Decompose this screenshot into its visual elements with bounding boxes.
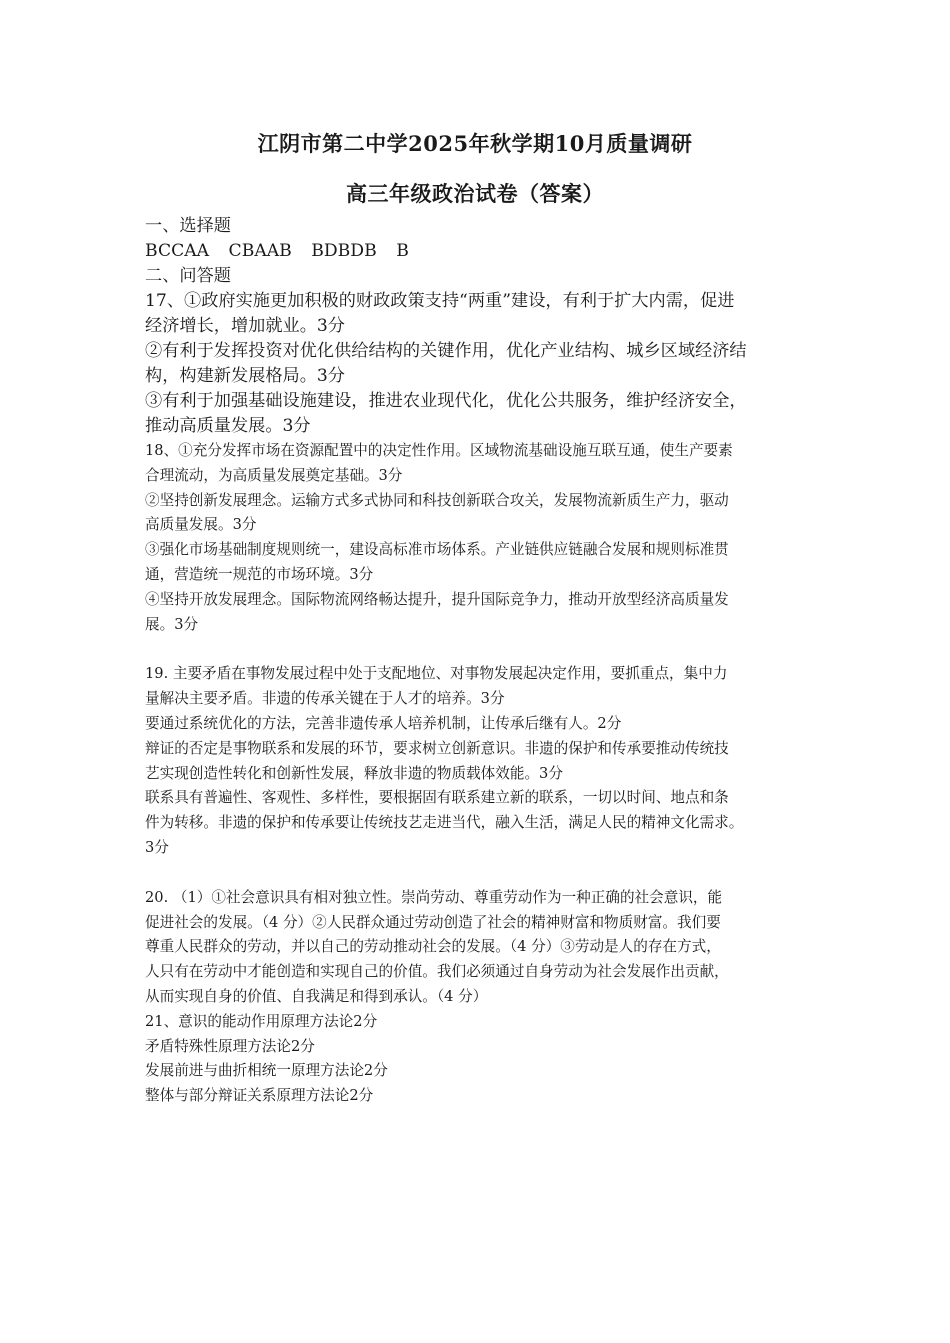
section-heading-qa: 二、问答题	[145, 266, 231, 286]
answer-line: ②有利于发挥投资对优化供给结构的关键作用，优化产业结构、城乡区域经济结	[145, 341, 747, 361]
answer-line: 辩证的否定是事物联系和发展的环节，要求树立创新意识。非遗的保护和传承要推动传统技	[145, 739, 729, 757]
question-20-answer	[145, 886, 815, 1010]
answer-line: ②坚持创新发展理念。运输方式多式协同和科技创新联合攻关，发展物流新质生产力，驱动	[145, 491, 729, 509]
answer-line: ④坚持开放发展理念。国际物流网络畅达提升，提升国际竞争力，推动开放型经济高质量发	[145, 590, 729, 608]
document-body	[145, 214, 815, 1109]
answer-line: 经济增长，增加就业。3分	[145, 316, 345, 336]
answer-line: 19. 主要矛盾在事物发展过程中处于支配地位、对事物发展起决定作用，要抓重点，集中力	[145, 665, 728, 683]
section-heading-choice: 一、选择题	[145, 216, 231, 236]
answer-line: 17、①政府实施更加积极的财政政策支持“两重”建设，有利于扩大内需，促进	[145, 291, 735, 311]
answer-line: 尊重人民群众的劳动，并以自己的劳动推动社会的发展。（4 分）③劳动是人的存在方式，	[145, 938, 721, 956]
question-18-answer	[145, 439, 815, 637]
answer-line: 构，构建新发展格局。3分	[145, 366, 345, 386]
answer-line: 矛盾特殊性原理方法论2分	[145, 1037, 315, 1055]
answer-line: 展。3分	[145, 615, 199, 633]
answer-line: 要通过系统优化的方法，完善非遗传承人培养机制，让传承后继有人。2分	[145, 714, 622, 732]
document-subtitle: 高三年级政治试卷（答案）	[346, 181, 604, 206]
answer-line: 从而实现自身的价值、自我满足和得到承认。（4 分）	[145, 987, 488, 1005]
answer-line: 21、意识的能动作用原理方法论2分	[145, 1012, 378, 1030]
answer-line: 件为转移。非遗的保护和传承要让传统技艺走进当代，融入生活，满足人民的精神文化需求。	[145, 814, 744, 832]
answer-line: 促进社会的发展。（4 分）②人民群众通过劳动创造了社会的精神财富和物质财富。我们要	[145, 913, 721, 931]
document-title: 江阴市第二中学2025年秋学期10月质量调研	[257, 131, 693, 156]
question-19-answer	[145, 662, 815, 860]
answer-group: BCCAA	[145, 241, 210, 261]
question-17-answer	[145, 289, 815, 439]
answer-line: 艺实现创造性转化和创新性发展，释放非遗的物质载体效能。3分	[145, 764, 563, 782]
answer-group: B	[396, 241, 409, 261]
answer-line: 整体与部分辩证关系原理方法论2分	[145, 1087, 374, 1105]
answer-line: 3分	[145, 838, 169, 856]
answer-line: 通，营造统一规范的市场环境。3分	[145, 565, 374, 583]
answer-line: 量解决主要矛盾。非遗的传承关键在于人才的培养。3分	[145, 690, 505, 708]
answer-line: 人只有在劳动中才能创造和实现自己的价值。我们必须通过自身劳动为社会发展作出贡献，	[145, 963, 729, 981]
answer-line: ③强化市场基础制度规则统一，建设高标准市场体系。产业链供应链融合发展和规则标准贯	[145, 541, 729, 559]
answer-line: ③有利于加强基础设施建设，推进农业现代化，优化公共服务，维护经济安全，	[145, 391, 747, 411]
answer-line: 合理流动，为高质量发展奠定基础。3分	[145, 466, 403, 484]
answer-line: 联系具有普遍性、客观性、多样性，要根据固有联系建立新的联系，一切以时间、地点和条	[145, 789, 729, 807]
blank-spacer	[145, 861, 815, 886]
answer-line: 推动高质量发展。3分	[145, 416, 311, 436]
answer-line: 发展前进与曲折相统一原理方法论2分	[145, 1062, 388, 1080]
answer-line: 高质量发展。3分	[145, 516, 257, 534]
blank-spacer	[145, 637, 815, 662]
choice-answers	[145, 239, 815, 264]
answer-group: BDBDB	[311, 241, 377, 261]
question-21-answer	[145, 1010, 815, 1109]
answer-line: 18、①充分发挥市场在资源配置中的决定性作用。区域物流基础设施互联互通，使生产要素	[145, 442, 733, 459]
answer-group: CBAAB	[228, 241, 292, 261]
answer-line: 20. （1）①社会意识具有相对独立性。崇尚劳动、尊重劳动作为一种正确的社会意识，能	[145, 888, 723, 906]
